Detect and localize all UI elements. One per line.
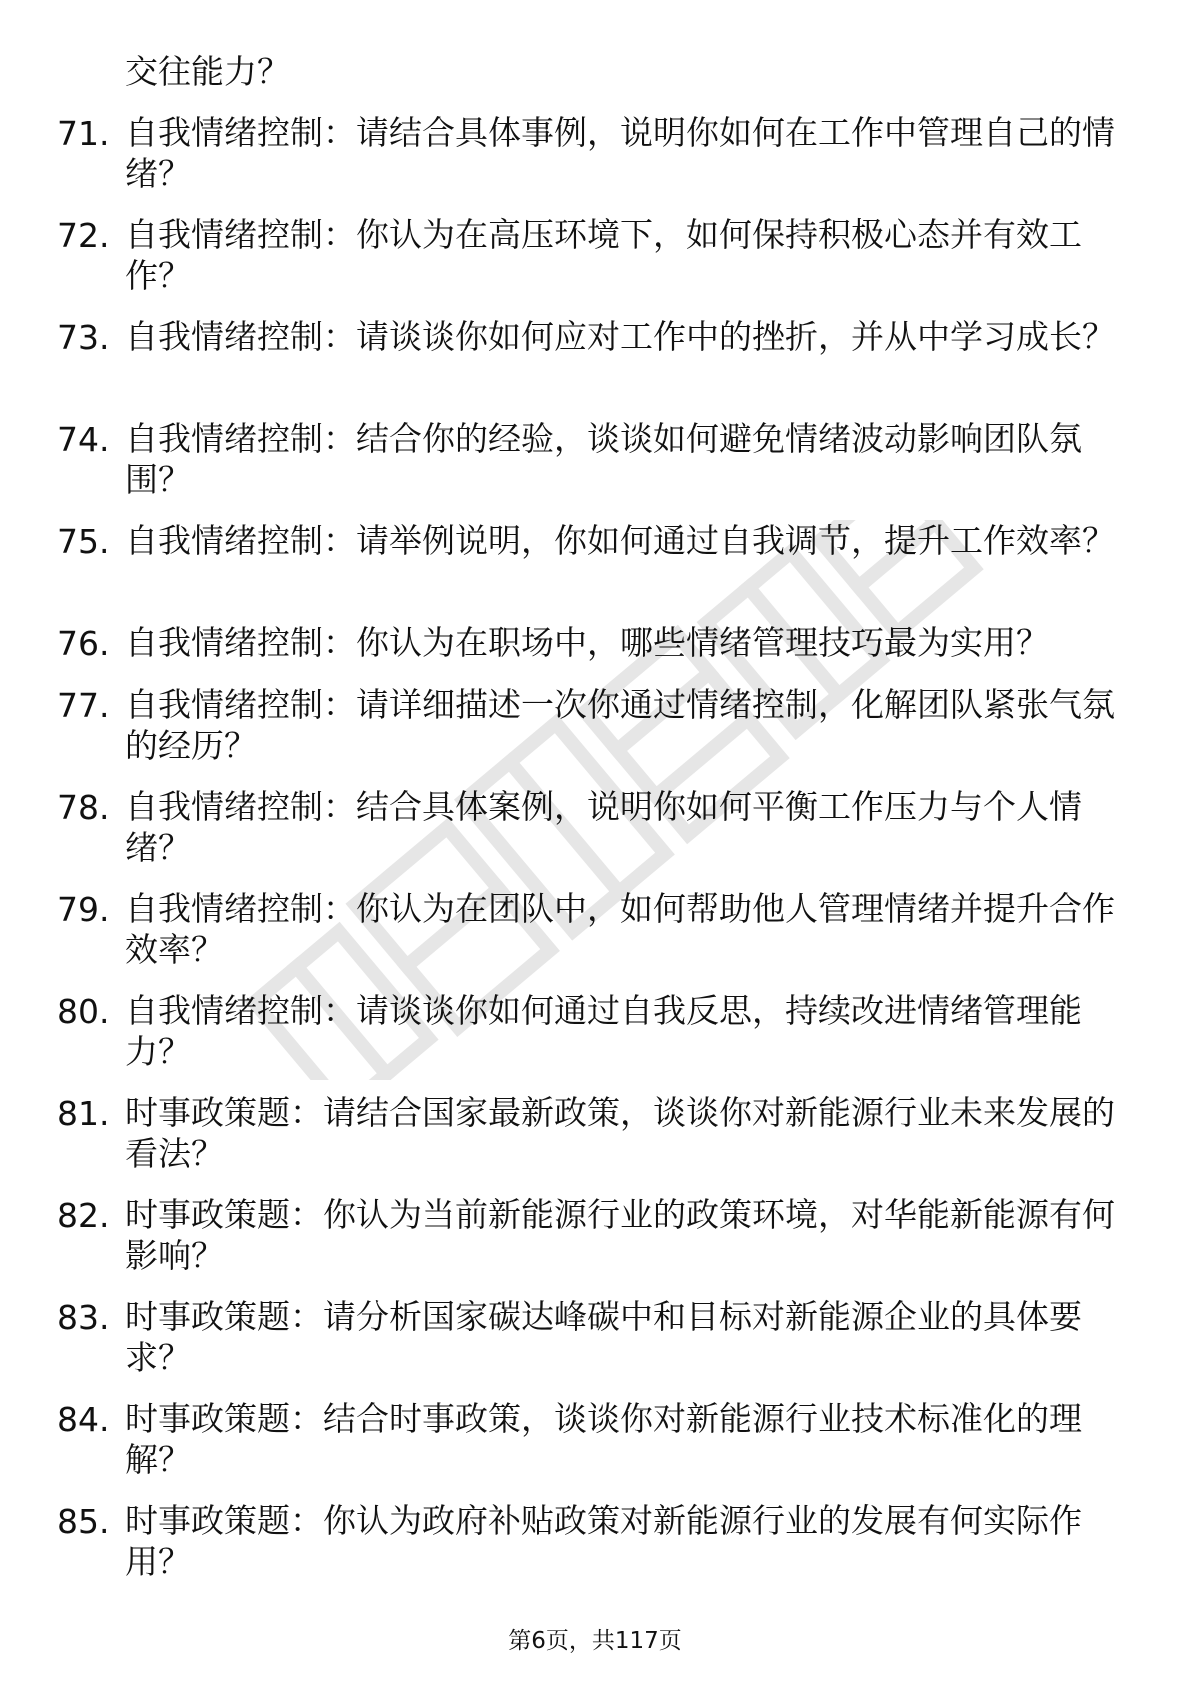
question-text: 你认为当前新能源行业的政策环境，对华能新能源有何影响？ [125,1195,1115,1275]
question-body [125,1500,1115,1582]
question-item-79 [0,888,1190,990]
question-number: 84. [57,1400,110,1439]
question-item-82 [0,1194,1190,1296]
question-item-85 [0,1500,1190,1602]
question-list [0,112,1190,1602]
question-number: 83. [57,1298,110,1337]
question-number: 72. [57,216,110,255]
question-category: 自我情绪控制： [125,317,356,356]
question-number: 75. [57,522,110,561]
question-body [125,316,1115,357]
question-category: 自我情绪控制： [125,685,356,724]
question-category: 时事政策题： [125,1195,323,1234]
question-text: 你认为在职场中，哪些情绪管理技巧最为实用？ [356,623,1049,662]
question-body [125,684,1115,766]
question-item-72 [0,214,1190,316]
question-text: 请结合国家最新政策，谈谈你对新能源行业未来发展的看法？ [125,1093,1115,1173]
question-item-83 [0,1296,1190,1398]
question-number: 79. [57,890,110,929]
previous-question-continuation: 交往能力？ [125,52,290,91]
question-body [125,888,1115,970]
question-text: 请谈谈你如何通过自我反思，持续改进情绪管理能力？ [125,991,1082,1071]
question-body [125,1092,1115,1174]
question-text: 请分析国家碳达峰碳中和目标对新能源企业的具体要求？ [125,1297,1082,1377]
question-text: 你认为在团队中，如何帮助他人管理情绪并提升合作效率？ [125,889,1115,969]
question-text: 请详细描述一次你通过情绪控制，化解团队紧张气氛的经历？ [125,685,1115,765]
question-item-76 [0,622,1190,684]
question-body [125,112,1115,194]
question-category: 自我情绪控制： [125,113,356,152]
question-item-78 [0,786,1190,888]
question-item-74 [0,418,1190,520]
question-number: 85. [57,1502,110,1541]
question-number: 76. [57,624,110,663]
question-category: 时事政策题： [125,1399,323,1438]
question-body [125,622,1115,663]
question-category: 时事政策题： [125,1297,323,1336]
question-category: 时事政策题： [125,1093,323,1132]
question-body [125,520,1115,561]
question-number: 73. [57,318,110,357]
question-number: 78. [57,788,110,827]
question-item-73 [0,316,1190,418]
question-category: 自我情绪控制： [125,991,356,1030]
question-number: 80. [57,992,110,1031]
question-text: 结合你的经验，谈谈如何避免情绪波动影响团队氛围？ [125,419,1082,499]
question-body [125,1398,1115,1480]
question-number: 74. [57,420,110,459]
question-body [125,786,1115,868]
question-body [125,214,1115,296]
question-category: 自我情绪控制： [125,623,356,662]
question-item-80 [0,990,1190,1092]
question-text: 结合具体案例，说明你如何平衡工作压力与个人情绪？ [125,787,1082,867]
question-item-81 [0,1092,1190,1194]
question-text: 你认为政府补贴政策对新能源行业的发展有何实际作用？ [125,1501,1082,1581]
question-category: 自我情绪控制： [125,521,356,560]
question-item-84 [0,1398,1190,1500]
question-category: 自我情绪控制： [125,787,356,826]
page-number-footer: 第6页，共117页 [508,1628,682,1654]
question-text: 请结合具体事例，说明你如何在工作中管理自己的情绪？ [125,113,1115,193]
question-text: 请举例说明，你如何通过自我调节，提升工作效率？ [356,521,1115,560]
question-body [125,1296,1115,1378]
question-number: 71. [57,114,110,153]
question-category: 自我情绪控制： [125,889,356,928]
question-category: 时事政策题： [125,1501,323,1540]
question-number: 77. [57,686,110,725]
question-body [125,990,1115,1072]
question-text: 结合时事政策，谈谈你对新能源行业技术标准化的理解？ [125,1399,1082,1479]
question-category: 自我情绪控制： [125,215,356,254]
question-item-75 [0,520,1190,622]
question-body [125,1194,1115,1276]
question-text: 你认为在高压环境下，如何保持积极心态并有效工作？ [125,215,1082,295]
question-text: 请谈谈你如何应对工作中的挫折，并从中学习成长？ [356,317,1115,356]
question-number: 81. [57,1094,110,1133]
question-number: 82. [57,1196,110,1235]
question-item-71 [0,112,1190,214]
question-item-77 [0,684,1190,786]
question-category: 自我情绪控制： [125,419,356,458]
question-body [125,418,1115,500]
